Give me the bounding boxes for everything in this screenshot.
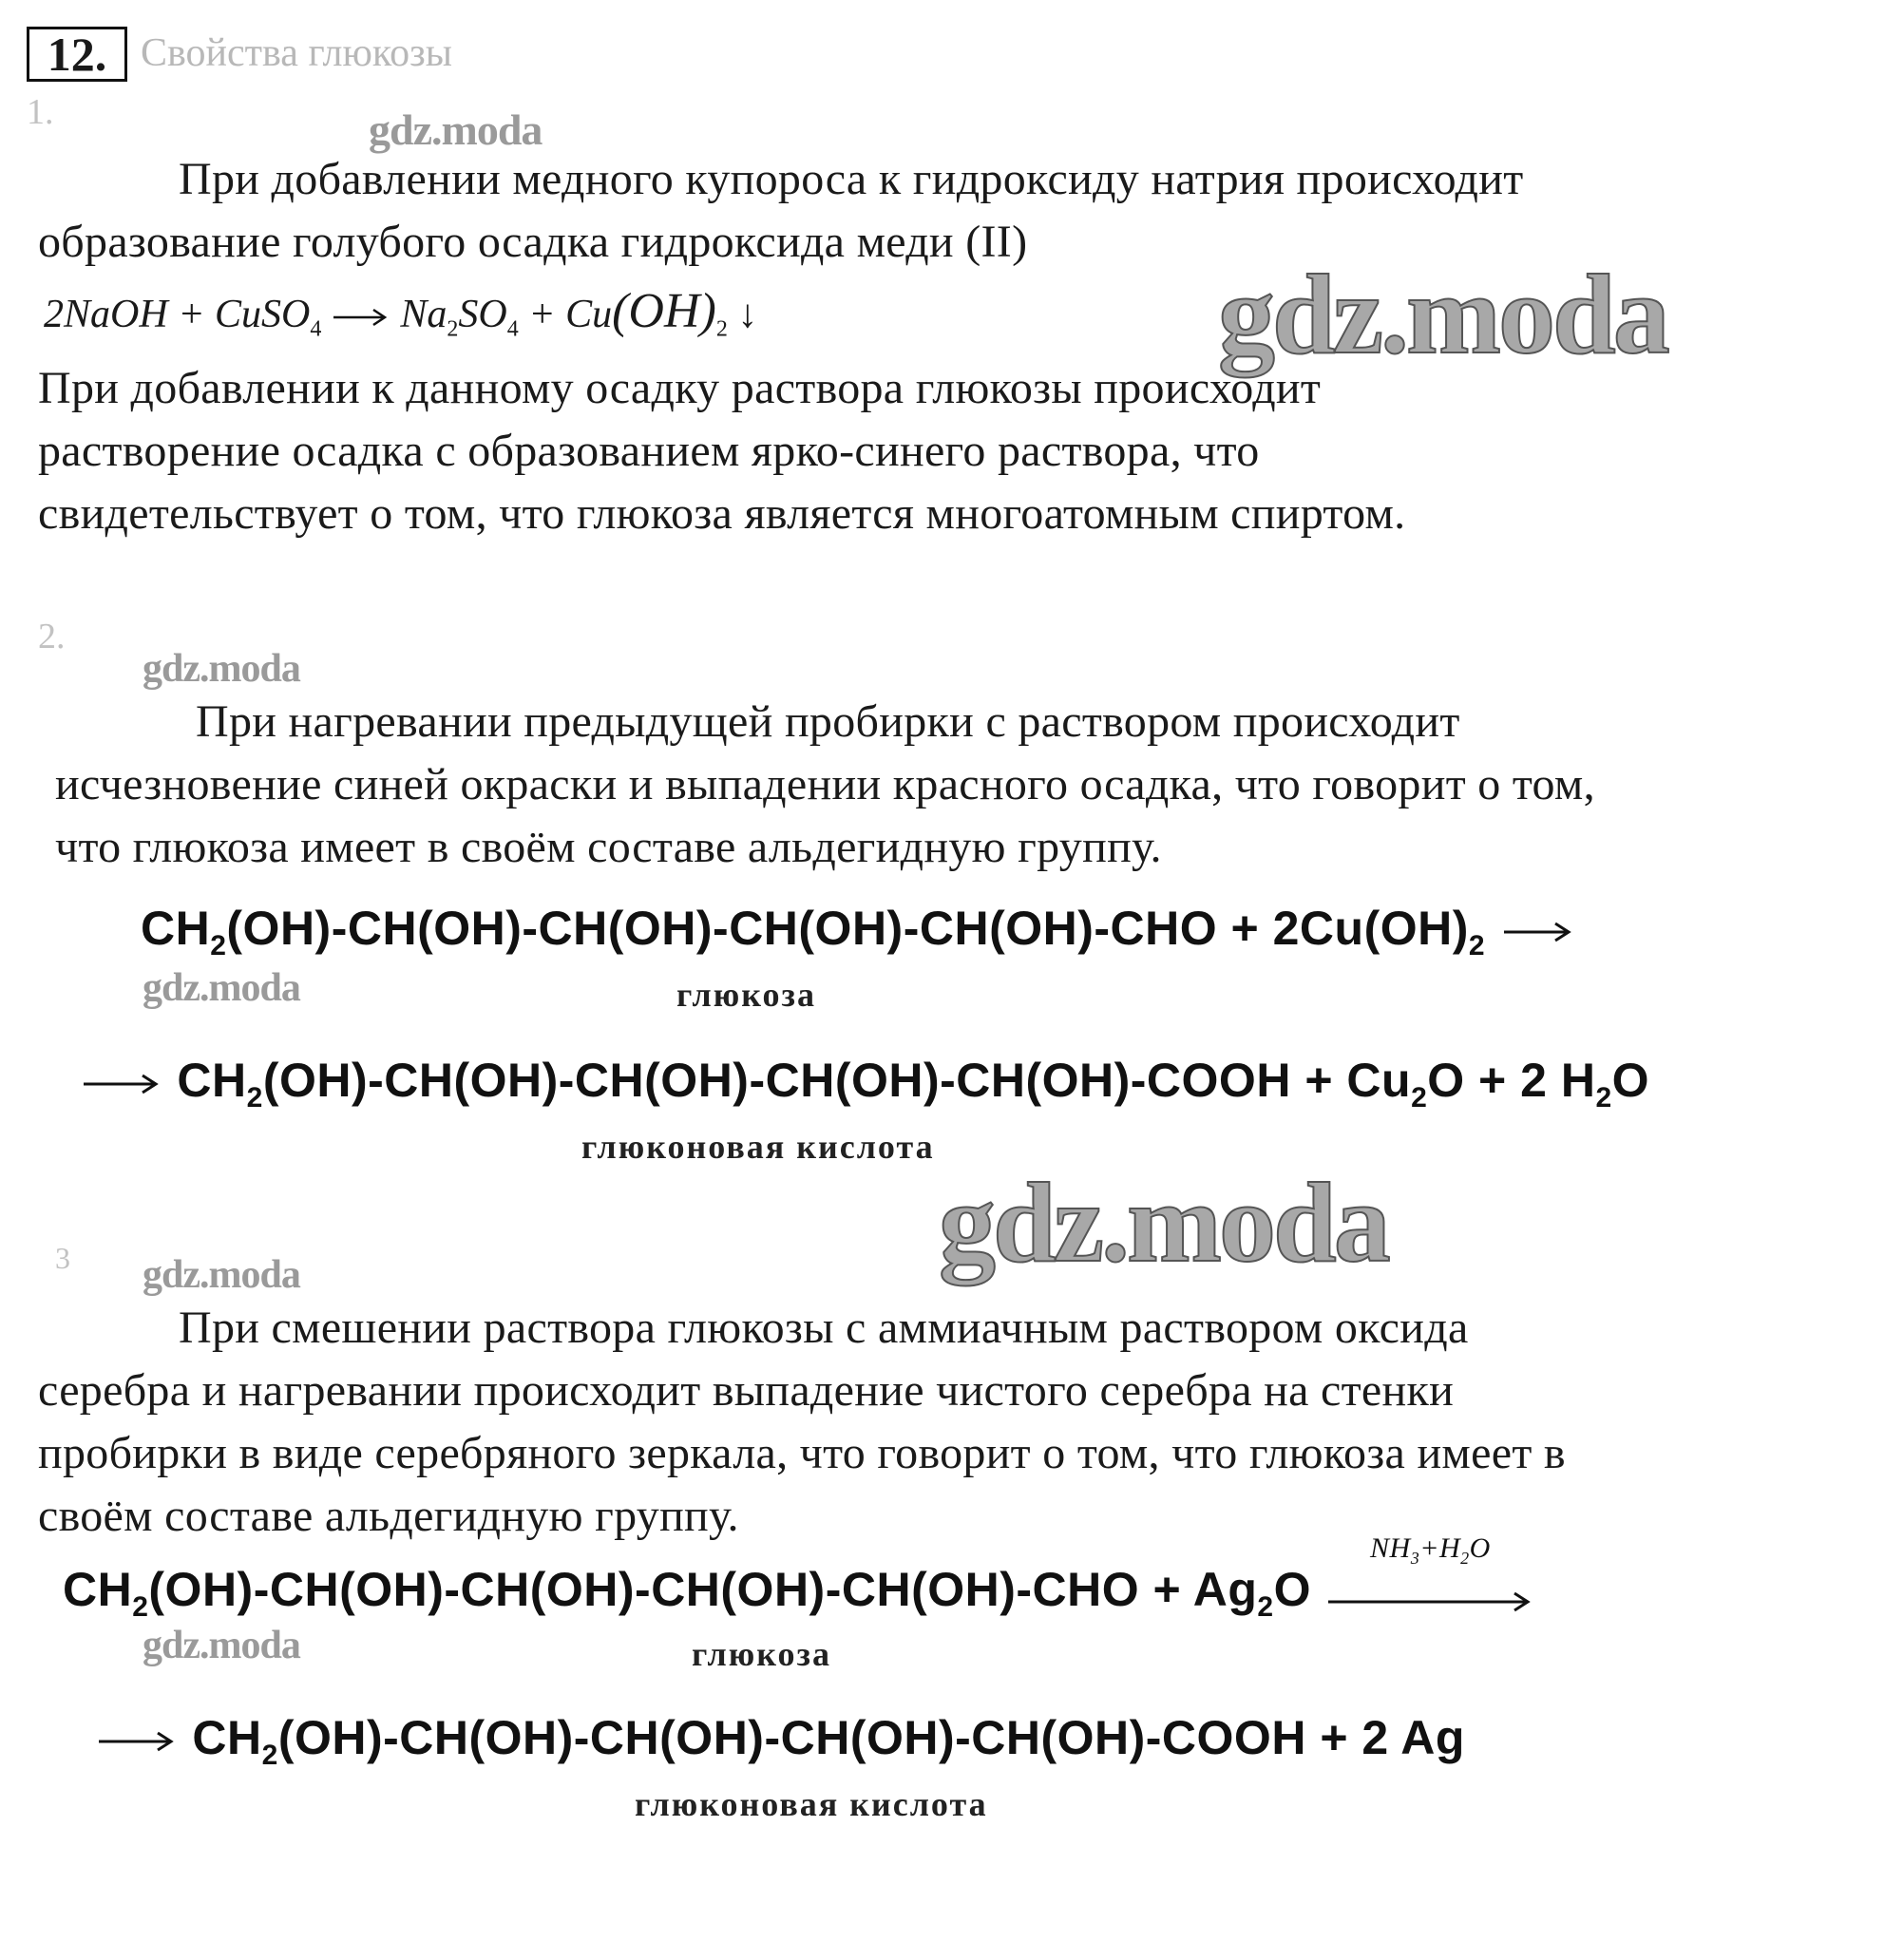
text-line: При добавлении к данному осадку раствора глюкозы происходит <box>38 363 1322 413</box>
compound-label: глюкоза <box>692 1635 831 1673</box>
section-3-text <box>38 1297 1566 1548</box>
reaction-arrow-icon <box>80 1071 163 1097</box>
section-1-text <box>38 148 1523 274</box>
section-2-text <box>55 691 1595 879</box>
text-line: образование голубого осадка гидроксида меди (II) <box>38 217 1028 267</box>
equation-naoh-cuso4: 2NaOH + CuSO$_4$ $Na_2SO_4 + Cu(OH)_2$ ↓ <box>44 284 758 342</box>
page-title: Свойства глюкозы <box>141 31 452 75</box>
reaction-condition: $NH_3+H_2O$ <box>1370 1532 1491 1568</box>
reaction-arrow-icon <box>95 1728 179 1755</box>
section-number: 2. <box>38 617 66 657</box>
text-line: серебра и нагревании происходит выпадение чистого серебра на стенки <box>38 1365 1455 1416</box>
text-line: При добавлении медного купороса к гидроксиду натрия происходит <box>179 154 1524 204</box>
text-line: При нагревании предыдущей пробирки с раствором происходит <box>196 696 1460 747</box>
compound-label: глюкоза <box>676 976 816 1014</box>
section-number: 3 <box>55 1241 70 1275</box>
text-line: своём составе альдегидную группу. <box>38 1491 739 1541</box>
text-line: растворение осадка с образованием ярко-синего раствора, что <box>38 426 1260 476</box>
text-line: пробирки в виде серебряного зеркала, что говорит о том, что глюкоза имеет в <box>38 1428 1566 1478</box>
watermark: gdz.moda <box>369 105 543 154</box>
watermark: gdz.moda <box>143 1253 300 1297</box>
text-line: При смешении раствора глюкозы с аммиачным раствором оксида <box>179 1303 1469 1353</box>
reaction-glucose-cuoh2: $CH_2(OH)-CH(OH)-CH(OH)-CH(OH)-CH(OH)$-CHO + $2Cu(OH)_2$ <box>141 901 1574 962</box>
text-line: что глюкоза имеет в своём составе альдегидную группу. <box>55 822 1162 872</box>
text-line: исчезновение синей окраски и выпадении красного осадка, что говорит о том, <box>55 759 1595 809</box>
reaction-arrow-icon <box>332 306 390 329</box>
watermark: gdz.moda <box>143 1624 300 1667</box>
text-line: свидетельствует о том, что глюкоза является многоатомным спиртом. <box>38 488 1406 539</box>
watermark: gdz.moda <box>143 966 300 1010</box>
compound-label: глюконовая кислота <box>635 1785 988 1823</box>
watermark: gdz.moda <box>143 647 300 691</box>
reaction-arrow-icon <box>1324 1587 1535 1613</box>
reaction-gluconic-acid: $CH_2(OH)-CH(OH)-CH(OH)-CH(OH)-CH(OH)$-COOH + $Cu_2O + 2$ $H_2O$ <box>80 1053 1649 1114</box>
watermark-large: gdz.moda <box>939 1159 1388 1285</box>
task-number: 12. <box>27 27 127 82</box>
section-number: 1. <box>27 92 54 132</box>
reaction-gluconic-acid-silver: $CH_2(OH)-CH(OH)-CH(OH)-CH(OH)-CH(OH)$-COOH + 2 Ag <box>95 1710 1465 1772</box>
reaction-arrow-icon <box>1498 919 1574 945</box>
precipitate-arrow-icon: ↓ <box>737 293 758 336</box>
section-1-conclusion <box>38 357 1405 545</box>
reaction-silver-mirror: $CH_2(OH)-CH(OH)-CH(OH)-CH(OH)-CH(OH)$-CHO + $Ag_2O$ $NH_3+H_2O$ <box>63 1562 1535 1624</box>
compound-label: глюконовая кислота <box>581 1128 935 1166</box>
conditional-arrow <box>1324 1532 1535 1624</box>
watermark-large: gdz.moda <box>1218 251 1667 377</box>
